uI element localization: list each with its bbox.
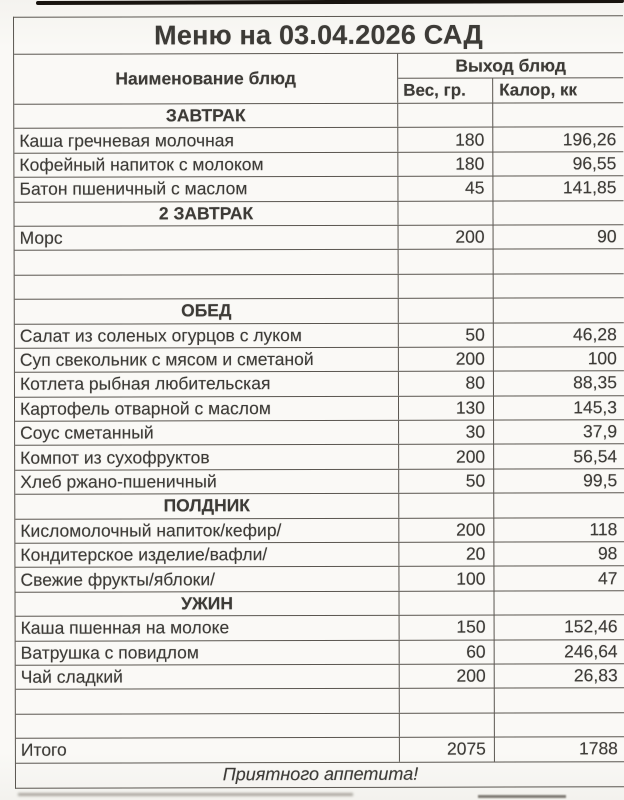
- weight-cell: [399, 494, 494, 518]
- weight-cell: 45: [398, 177, 493, 201]
- calories-cell: 47: [597, 567, 618, 588]
- dish-name-cell: 2 ЗАВТРАК: [14, 201, 398, 225]
- column-header-output: Выход блюд: [398, 53, 623, 79]
- dish-name-cell: ПОЛДНИК: [15, 494, 399, 518]
- dish-name-cell: УЖИН: [15, 592, 399, 616]
- menu-row-section: [14, 103, 623, 129]
- menu-row-dish: [15, 396, 624, 422]
- weight-cell: 80: [399, 372, 494, 396]
- calories-cell: 246,64: [564, 641, 618, 662]
- calories-cell: 56,54: [573, 445, 618, 466]
- calories-cell: [493, 103, 623, 127]
- weight-cell: [399, 299, 494, 323]
- dish-name-cell: ОБЕД: [15, 299, 399, 323]
- dish-name-cell: Итого: [16, 738, 400, 762]
- weight-cell: 200: [400, 665, 495, 689]
- dish-name-cell: Морс: [15, 226, 399, 250]
- dish-name-cell: Чай сладкий: [16, 665, 400, 689]
- calories-cell: 98: [597, 543, 618, 564]
- scan-artifact-bottom-left: [18, 793, 353, 796]
- menu-row-dish: [15, 567, 624, 593]
- column-header-weight: Вес, гр.: [398, 79, 493, 103]
- weight-cell: [398, 104, 493, 128]
- calories-cell: [493, 201, 623, 225]
- weight-cell: [399, 250, 494, 274]
- scan-artifact-bottom-right: [478, 795, 566, 798]
- menu-row-dish: [14, 176, 623, 202]
- menu-row-section: [14, 201, 623, 227]
- menu-row-dish: [15, 371, 624, 397]
- dish-name-cell: Ватрушка с повидлом: [16, 640, 400, 664]
- calories-cell: 152,46: [564, 616, 618, 637]
- weight-cell: 50: [399, 469, 494, 493]
- dish-name-cell: Соус сметанный: [15, 421, 399, 445]
- weight-cell: 100: [399, 567, 494, 591]
- weight-cell: 180: [398, 152, 493, 176]
- weight-cell: 30: [399, 421, 494, 445]
- dish-name-cell: Кондитерское изделие/вафли/: [15, 543, 399, 567]
- calories-cell: 1788: [578, 738, 618, 759]
- calories-cell: [495, 713, 624, 737]
- weight-cell: 200: [399, 347, 494, 371]
- weight-cell: 130: [399, 396, 494, 420]
- calories-cell: [494, 493, 624, 517]
- calories-cell: 96,55: [572, 153, 617, 174]
- menu-row-total: [16, 737, 624, 763]
- weight-cell: 200: [399, 225, 494, 249]
- calories-cell: [494, 591, 624, 615]
- dish-name-cell: ЗАВТРАК: [14, 104, 398, 128]
- calories-cell: [494, 274, 624, 298]
- calories-cell: 46,28: [573, 323, 617, 345]
- dish-name-cell: Котлета рыбная любительская: [15, 372, 399, 396]
- dish-name-cell: Компот из сухофруктов: [15, 445, 399, 469]
- weight-cell: [400, 713, 495, 737]
- calories-cell: [494, 298, 624, 322]
- calories-cell: 141,85: [562, 177, 617, 198]
- table-header: [14, 53, 623, 105]
- menu-row-dish: [16, 664, 624, 690]
- dish-name-cell: [15, 275, 399, 299]
- menu-table: [13, 15, 624, 788]
- menu-row-dish: [15, 469, 624, 495]
- column-header-calories: Калор, кк: [499, 80, 578, 100]
- menu-row-dish: [15, 518, 624, 544]
- menu-row-empty: [15, 274, 624, 300]
- menu-row-dish: [15, 225, 624, 251]
- dish-name-cell: Суп свекольник с мясом и сметаной: [15, 348, 399, 372]
- menu-row-dish: [15, 420, 624, 446]
- menu-row-dish: [14, 128, 623, 154]
- calories-cell: [495, 689, 624, 713]
- menu-row-dish: [16, 615, 624, 641]
- weight-cell: 2075: [400, 738, 495, 762]
- dish-name-cell: [15, 250, 399, 274]
- calories-cell: 145,3: [573, 397, 618, 418]
- calories-cell: 90: [597, 226, 617, 247]
- dish-name-cell: Каша пшенная на молоке: [16, 616, 400, 640]
- weight-cell: 180: [398, 128, 493, 152]
- calories-cell: 37,9: [582, 421, 618, 442]
- dish-name-cell: [16, 689, 400, 713]
- menu-row-empty: [16, 689, 624, 715]
- menu-row-dish: [15, 445, 624, 471]
- menu-table-body: [14, 103, 624, 763]
- calories-cell: [494, 250, 624, 274]
- dish-name-cell: Картофель отварной с маслом: [15, 396, 399, 420]
- menu-row-dish: [16, 640, 624, 666]
- menu-footer: Приятного аппетита!: [222, 763, 419, 785]
- calories-cell: 100: [587, 348, 617, 369]
- menu-row-dish: [14, 152, 623, 178]
- dish-name-cell: Свежие фрукты/яблоки/: [15, 567, 399, 591]
- column-subheader-row: [398, 78, 623, 103]
- calories-cell: 88,35: [573, 372, 617, 393]
- dish-name-cell: Каша гречневая молочная: [14, 128, 398, 152]
- calories-cell: 26,83: [573, 665, 618, 686]
- dish-name-cell: Кисломолочный напиток/кефир/: [15, 518, 399, 542]
- menu-row-empty: [16, 713, 624, 739]
- column-header-output-group: [398, 53, 623, 103]
- weight-cell: 50: [399, 323, 494, 347]
- menu-title: Меню на 03.04.2026 САД: [14, 16, 623, 55]
- weight-cell: [400, 689, 495, 713]
- dish-name-cell: Батон пшеничный с маслом: [14, 177, 398, 201]
- calories-cell: 196,26: [562, 128, 617, 149]
- weight-cell: 20: [399, 543, 494, 567]
- weight-cell: 200: [399, 518, 494, 542]
- weight-cell: [398, 201, 493, 225]
- weight-cell: [399, 274, 494, 298]
- weight-cell: 200: [399, 445, 494, 469]
- dish-name-cell: [16, 714, 400, 738]
- menu-row-section: [15, 591, 624, 617]
- column-header-dish-name: Наименование блюд: [14, 54, 398, 104]
- menu-row-section: [15, 298, 624, 324]
- calories-cell: 118: [589, 519, 618, 540]
- menu-row-section: [15, 493, 624, 519]
- menu-row-dish: [15, 323, 624, 349]
- weight-cell: 60: [400, 640, 495, 664]
- weight-cell: [399, 591, 494, 615]
- dish-name-cell: Кофейный напиток с молоком: [14, 153, 398, 177]
- calories-cell: 99,5: [583, 470, 618, 491]
- dish-name-cell: Хлеб ржано-пшеничный: [15, 470, 399, 494]
- menu-row-dish: [15, 542, 624, 568]
- menu-row-dish: [15, 347, 624, 373]
- menu-row-empty: [15, 250, 624, 276]
- weight-cell: 150: [400, 616, 495, 640]
- dish-name-cell: Салат из соленых огурцов с луком: [15, 323, 399, 347]
- scan-artifact-top-line: [36, 0, 624, 5]
